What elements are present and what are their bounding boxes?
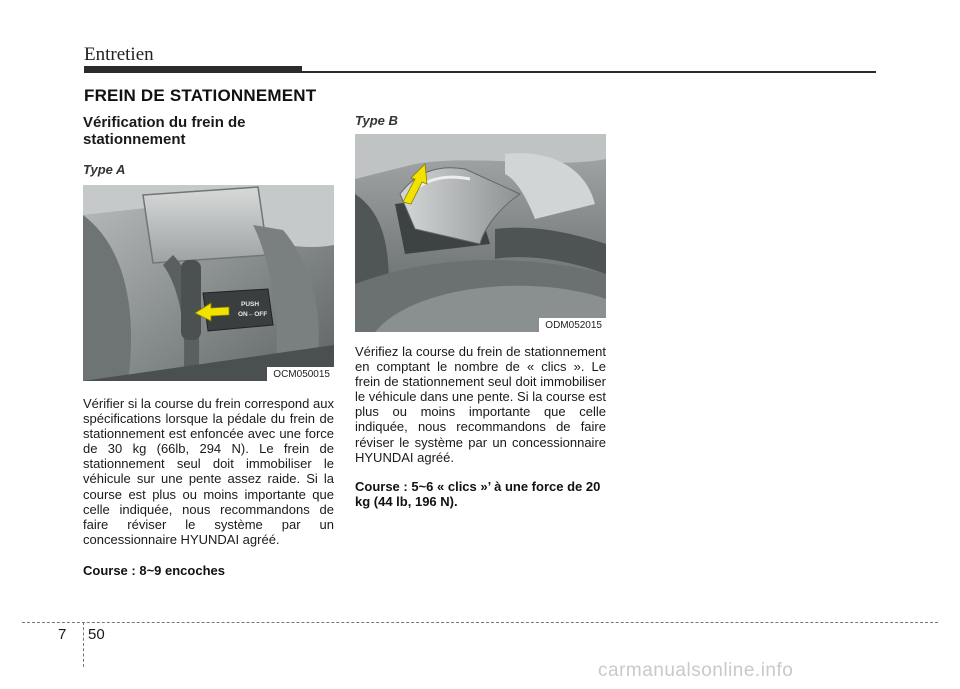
page-number: 50 — [88, 626, 105, 643]
chapter-number: 7 — [58, 626, 67, 643]
type-a-label: Type A — [83, 162, 126, 177]
figure-code: OCM050015 — [267, 367, 334, 381]
type-b-course: Course : 5~6 « clics »’ à une force de 20 kg (44 lb, 196 N). — [355, 478, 601, 509]
type-b-label: Type B — [355, 113, 398, 128]
type-a-paragraph: Vérifier si la course du frein correspond aux spécifications lorsque la pédale du frein de stationnement est enfoncée avec une force de 30 kg (66lb, 294 N). Le frein de stationnement seul doit immobiliser le véhicule sur une pente assez raide. Si la course est plus ou moins importante que celle indiquée, nous recommandons de faire réviser le système par un concessionnaire HYUNDAI agréé. — [83, 396, 334, 547]
figure-code: ODM052015 — [539, 318, 606, 332]
header-rule-thick — [84, 66, 302, 73]
parking-lever-illustration — [355, 134, 606, 332]
section-title: FREIN DE STATIONNEMENT — [84, 86, 317, 105]
pedal-push-label: PUSH — [241, 301, 260, 308]
right-column — [355, 113, 606, 509]
figure-parking-pedal — [83, 185, 334, 381]
chapter-title: Entretien — [84, 44, 154, 65]
watermark: carmanualsonline.info — [598, 660, 794, 681]
parking-pedal-illustration — [83, 185, 334, 381]
pedal-on-off-label: ON←OFF — [238, 311, 268, 318]
footer-divider — [22, 622, 938, 623]
type-b-paragraph: Vérifiez la course du frein de stationnement en comptant le nombre de « clics ». Le frein de stationnement seul doit immobiliser le véhicule dans une pente. Si la course est plus ou moins importante que celle indiquée, nous recommandons de faire réviser le système par un concessionnaire HYUNDAI agréé. — [355, 344, 606, 465]
left-column — [83, 114, 334, 578]
figure-parking-lever — [355, 134, 606, 332]
header-rule-thin — [302, 71, 876, 73]
subsection-heading: Vérification du frein de stationnement — [83, 114, 246, 148]
type-a-course: Course : 8~9 encoches — [83, 562, 225, 578]
footer-vertical-divider — [83, 622, 84, 667]
